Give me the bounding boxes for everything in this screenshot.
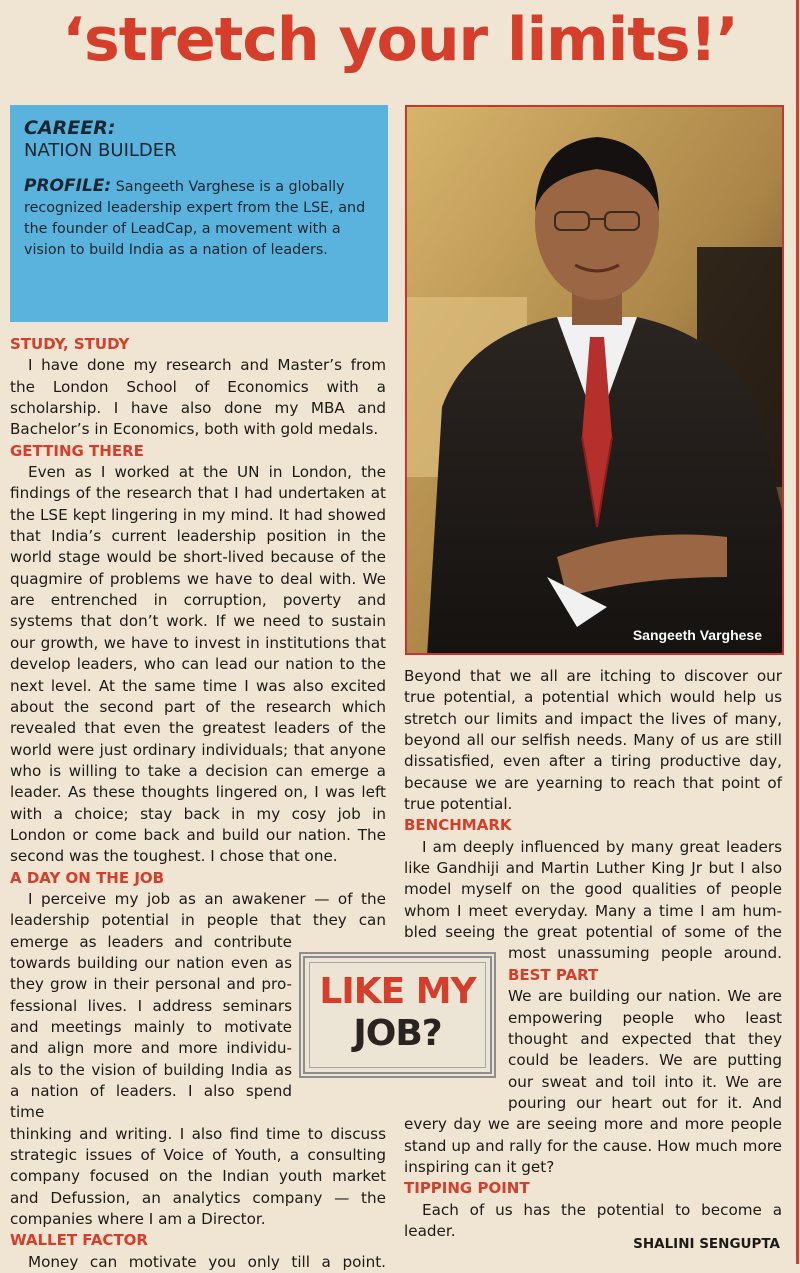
text-line: strategic issues of Voice of Youth, a consulting: [10, 1146, 386, 1165]
portrait-illustration: [407, 107, 784, 655]
section-body-wallet: Money can motivate you only till a point.: [28, 1252, 386, 1271]
section-heading-day-on-job: A DAY ON THE JOB: [10, 868, 165, 887]
text-line: and Defussion, an analytics company — the: [10, 1188, 386, 1207]
article-left-column: [10, 334, 386, 1273]
text-line: and align more and more individu-: [10, 1039, 292, 1058]
text-line: stand up and rally for the cause. How much more: [404, 1136, 782, 1155]
text-line: like Gandhiji and Martin Luther King Jr but I also: [404, 859, 782, 878]
section-heading-wallet: WALLET FACTOR: [10, 1231, 148, 1250]
callout-title: LIKE MY: [319, 971, 476, 1012]
text-line: emerge as leaders and contribute: [10, 932, 292, 951]
like-my-job-callout: [299, 952, 496, 1078]
section-body-wallet-continued: Beyond that we all are itching to discover our true potential, a potential which would help us stretch our limits and impact the lives of many, beyond all our selfish needs. Many of us are still dissatisfied, even after a tiring productive day, because we are yearning to reach that point of true potential.: [404, 667, 782, 814]
profile-paragraph: [24, 176, 376, 261]
section-heading-best-part: BEST PART: [508, 965, 599, 984]
profile-text: Sangeeth Varghese is a globally recognized leadership expert from the LSE, and the founder of LeadCap, a movement with a vision to build India as a nation of leaders.: [24, 179, 366, 258]
section-heading-study: STUDY, STUDY: [10, 335, 130, 353]
headline: ‘stretch your limits!’: [62, 5, 738, 75]
text-line: towards building our nation even as: [10, 953, 292, 972]
text-line: als to the vision of building India as: [10, 1060, 292, 1079]
text-line: I perceive my job as an awakener — of the: [28, 889, 386, 908]
text-line: empowering people who least: [508, 1008, 782, 1027]
section-body-study: I have done my research and Master’s from the London School of Economics with a scholarship. I have also done my MBA and Bachelor’s in Economics, both with gold medals.: [10, 356, 386, 439]
text-line: whom I meet everyday. Many a time I am hum-: [404, 901, 782, 920]
portrait-photo: [405, 105, 784, 655]
text-line: leadership potential in people that they can: [10, 911, 386, 930]
text-line: company focused on the Indian youth market: [10, 1167, 386, 1186]
text-line: fessional lives. I address seminars: [10, 996, 292, 1015]
text-line: they grow in their personal and pro-: [10, 975, 292, 994]
text-line: a nation of leaders. I also spend time: [10, 1082, 292, 1122]
page-edge-rule: [796, 0, 799, 1264]
text-line: model myself on the good qualities of people: [404, 880, 782, 899]
text-line: most unassuming people around.: [508, 944, 782, 963]
text-line: inspiring can it get?: [404, 1157, 555, 1176]
text-line: I am deeply influenced by many great leaders: [422, 837, 782, 856]
text-line: our sweat and toil into it. We are: [508, 1072, 782, 1091]
profile-box: [10, 105, 388, 322]
section-heading-benchmark: BENCHMARK: [404, 816, 512, 835]
text-line: every day we are seeing more and more people: [404, 1115, 782, 1134]
text-line: bled seeing the great potential of some of the: [404, 923, 782, 942]
section-heading-tipping-point: TIPPING POINT: [404, 1179, 530, 1198]
career-label: CAREER:: [24, 117, 116, 139]
text-line: We are building our nation. We are: [508, 987, 782, 1006]
text-line: companies where I am a Director.: [10, 1210, 266, 1229]
text-line: thought and expected that they: [508, 1029, 782, 1048]
section-body-getting-there: Even as I worked at the UN in London, the findings of the research that I had undertaken at the LSE kept lingering in my mind. It had showed that India’s current leadership position in the world stage would be short-lived because of the quagmire of problems we have to deal with. We are entrenched in corruption, poverty and systems that don’t work. If we need to sustain our growth, we have to invest in institutions that develop leaders, who can lead our nation to the next level. At the same time I was also excited about the second part of the research which revealed that even the greatest leaders of the world were just ordinary individuals; that anyone who is willing to take a decision can emerge a leader. As these thoughts lingered on, I was left with a choice; stay back in my cosy job in London or come back and build our nation. The second was the toughest. I chose that one.: [10, 463, 386, 866]
section-heading-getting-there: GETTING THERE: [10, 441, 144, 460]
career-value: NATION BUILDER: [24, 140, 177, 161]
author-byline: SHALINI SENGUPTA: [633, 1236, 780, 1252]
text-line: could be leaders. We are putting: [508, 1051, 782, 1070]
text-line: and meetings mainly to motivate: [10, 1018, 292, 1036]
text-line: pouring our heart out for it. And: [508, 1093, 782, 1112]
text-line: thinking and writing. I also find time to discuss: [10, 1124, 386, 1143]
section-body-tipping-point: Each of us has the potential to become a leader.: [404, 1200, 782, 1240]
callout-subtitle: JOB?: [353, 1013, 442, 1054]
section-body-benchmark: [404, 837, 782, 965]
photo-caption: Sangeeth Varghese: [632, 627, 762, 643]
profile-label: PROFILE:: [24, 176, 112, 196]
